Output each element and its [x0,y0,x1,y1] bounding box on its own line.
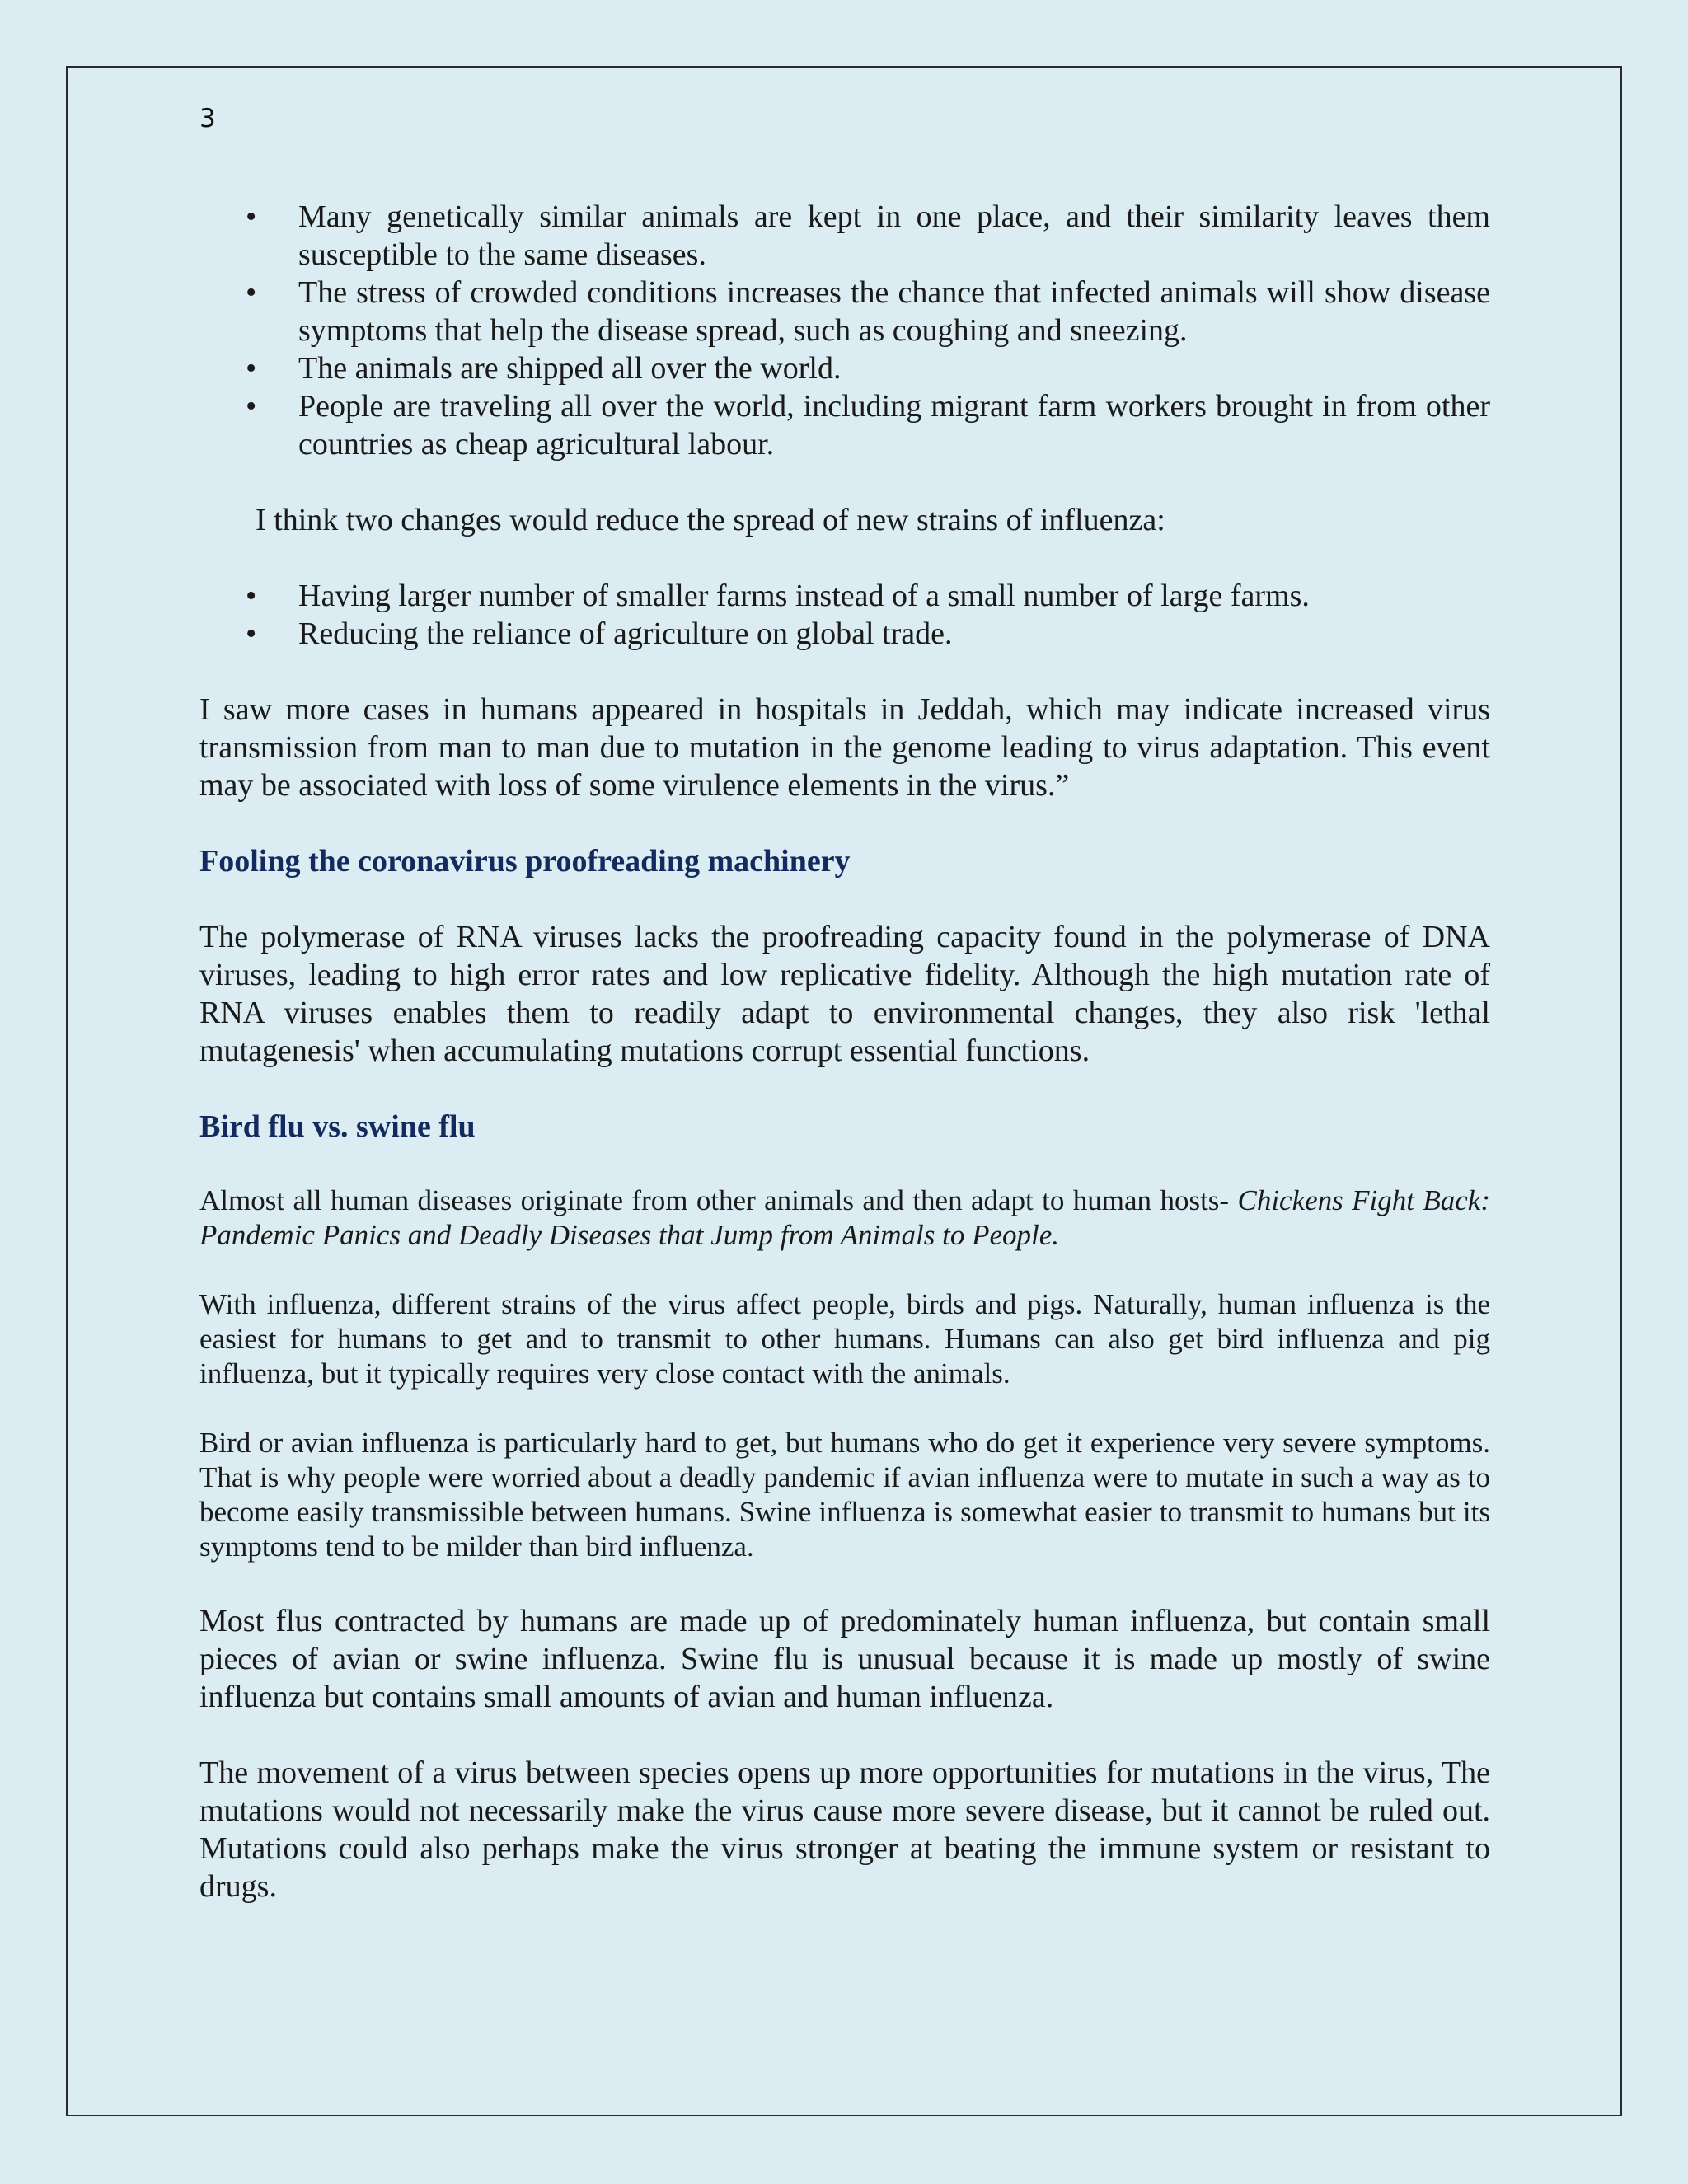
list-item-text: People are traveling all over the world, including migrant farm workers brought in from other countries as cheap agricultural labour. [298,389,1490,462]
list-item [199,387,1490,463]
bullet-icon: • [246,579,257,613]
list-item-text: Many genetically similar animals are kept in one place, and their similarity leaves them susceptible to the same diseases. [298,199,1490,272]
list-item-text: Reducing the reliance of agriculture on global trade. [298,616,953,651]
avian-paragraph: Bird or avian influenza is particularly hard to get, but humans who do get it experience very severe symptoms. That is why people were worried about a deadly pandemic if avian influenza were to mutate in such a way as to become easily transmissible between humans. Swine influenza is somewhat easier to transmit to humans but its symptoms tend to be milder than bird influenza. [199,1427,1490,1563]
list-item-text: The stress of crowded conditions increases the chance that infected animals will show disease symptoms that help the disease spread, such as coughing and sneezing. [298,275,1490,348]
strains-paragraph: With influenza, different strains of the virus affect people, birds and pigs. Naturally, human influenza is the easiest for humans to get and to transmit to other humans. Humans can also get bird influenza and pig influenza, but it typically requires very close contact with the animals. [199,1288,1490,1390]
section-heading-birdflu: Bird flu vs. swine flu [199,1109,476,1144]
bullet-icon: • [246,199,257,234]
section-heading-proofreading: Fooling the coronavirus proofreading machinery [199,844,851,879]
bullet-icon: • [246,389,257,424]
most-flus-paragraph: Most flus contracted by humans are made up of predominately human influenza, but contain small pieces of avian or swine influenza. Swine flu is unusual because it is made up mostly of swine influenza but contains small amounts of avian and human influenza. [199,1604,1490,1714]
list-item [199,615,1490,653]
changes-list [199,577,1490,653]
risk-factors-list [199,198,1490,463]
list-item-text: The animals are shipped all over the world. [298,351,842,386]
proofreading-paragraph: The polymerase of RNA viruses lacks the proofreading capacity found in the polymerase of DNA viruses, leading to high error rates and low replicative fidelity. Although the high mutation rate of RNA viruses enables them to readily adapt to environmental changes, they also risk 'lethal mutagenesis' when accumulating mutations corrupt essential functions. [199,920,1490,1068]
jeddah-paragraph: I saw more cases in humans appeared in hospitals in Jeddah, which may indicate increased virus transmission from man to man due to mutation in the genome leading to virus adaptation. This event may be associated with loss of some virulence elements in the virus.” [199,692,1490,803]
book-title: Chickens Fight Back: Pandemic Panics and Deadly Diseases that Jump from Animals to People. [199,1184,1490,1251]
page-number: 3 [199,104,216,134]
document-body [199,198,1490,1905]
bullet-icon: • [246,351,257,386]
quote-lead: Almost all human diseases originate from other animals and then adapt to human hosts- [199,1184,1238,1216]
list-item [199,349,1490,387]
movement-paragraph: The movement of a virus between species opens up more opportunities for mutations in the virus, The mutations would not necessarily make the virus cause more severe disease, but it cannot be ruled out. Mutations could also perhaps make the virus stronger at beating the immune system or resistant to drugs. [199,1755,1490,1904]
bullet-icon: • [246,275,257,310]
list-item-text: Having larger number of smaller farms instead of a small number of large farms. [298,579,1310,613]
changes-intro: I think two changes would reduce the spread of new strains of influenza: [256,503,1165,537]
list-item [199,577,1490,615]
bullet-icon: • [246,616,257,651]
list-item [199,274,1490,349]
list-item [199,198,1490,274]
quote-paragraph [199,1183,1490,1253]
